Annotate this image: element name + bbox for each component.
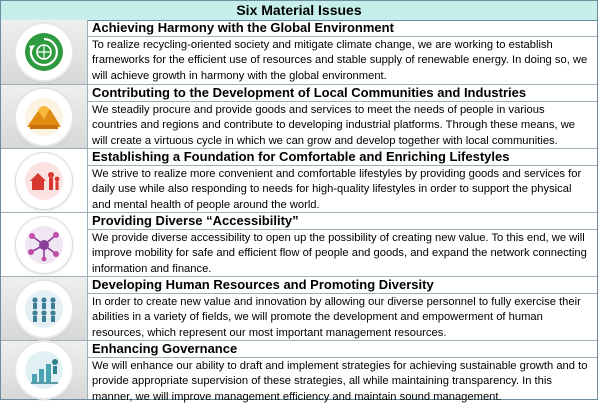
- governance-chart-icon: [16, 342, 72, 398]
- issue-row-human-resources: [1, 276, 597, 340]
- issue-title: Contributing to the Development of Local Communities and Industries: [88, 85, 597, 102]
- issue-description: We provide diverse accessibility to open up the possibility of creating new value. To this end, we will improve mobility for safe and efficient flow of people and goods, and expand the network connecting information and finance.: [92, 232, 587, 275]
- issue-title: Achieving Harmony with the Global Environment: [88, 20, 597, 37]
- issue-description: We steadily procure and provide goods and services to meet the needs of people in various countries and regions and contribute to developing industrial platforms. Through these means, we will create a virtuous cycle in which we can grow and develop together with local communities.: [92, 104, 576, 147]
- people-diversity-icon: [16, 281, 72, 337]
- issue-row-lifestyles: [1, 148, 597, 212]
- issue-title: Establishing a Foundation for Comfortable and Enriching Lifestyles: [88, 149, 597, 166]
- mountain-sun-icon: [16, 89, 72, 145]
- issue-row-environment: [1, 20, 597, 84]
- issue-row-communities: [1, 84, 597, 148]
- issue-row-accessibility: [1, 212, 597, 276]
- issue-description: We strive to realize more convenient and comfortable lifestyles by providing goods and services for daily use while also responding to needs for high-quality lifestyles in order to support the physical and mental health of people around the world.: [92, 168, 582, 211]
- table-header: Six Material Issues: [1, 1, 597, 21]
- issue-row-governance: [1, 340, 597, 403]
- network-hub-icon: [16, 217, 72, 273]
- recycle-globe-icon: [16, 24, 72, 80]
- issue-description: In order to create new value and innovation by allowing our diverse personnel to fully exercise their abilities in a variety of fields, we will promote the development and empowerment of human resources, which represent our most important management resources.: [92, 296, 581, 339]
- issue-description: To realize recycling-oriented society and mitigate climate change, we are working to establish frameworks for the efficient use of resources and stable supply of renewable energy. In doing so, we will achieve growth in harmony with the global environment.: [92, 39, 588, 82]
- family-home-icon: [16, 153, 72, 209]
- issue-description: We will enhance our ability to draft and implement strategies for achieving sustainable growth and to provide appropriate supervision of these strategies, all while maintaining transparency. In this manner, we will improve management efficiency and maintain sound management.: [92, 360, 588, 403]
- issue-title: Enhancing Governance: [88, 341, 597, 358]
- issue-title: Developing Human Resources and Promoting Diversity: [88, 277, 597, 294]
- issue-title: Providing Diverse “Accessibility”: [88, 213, 597, 230]
